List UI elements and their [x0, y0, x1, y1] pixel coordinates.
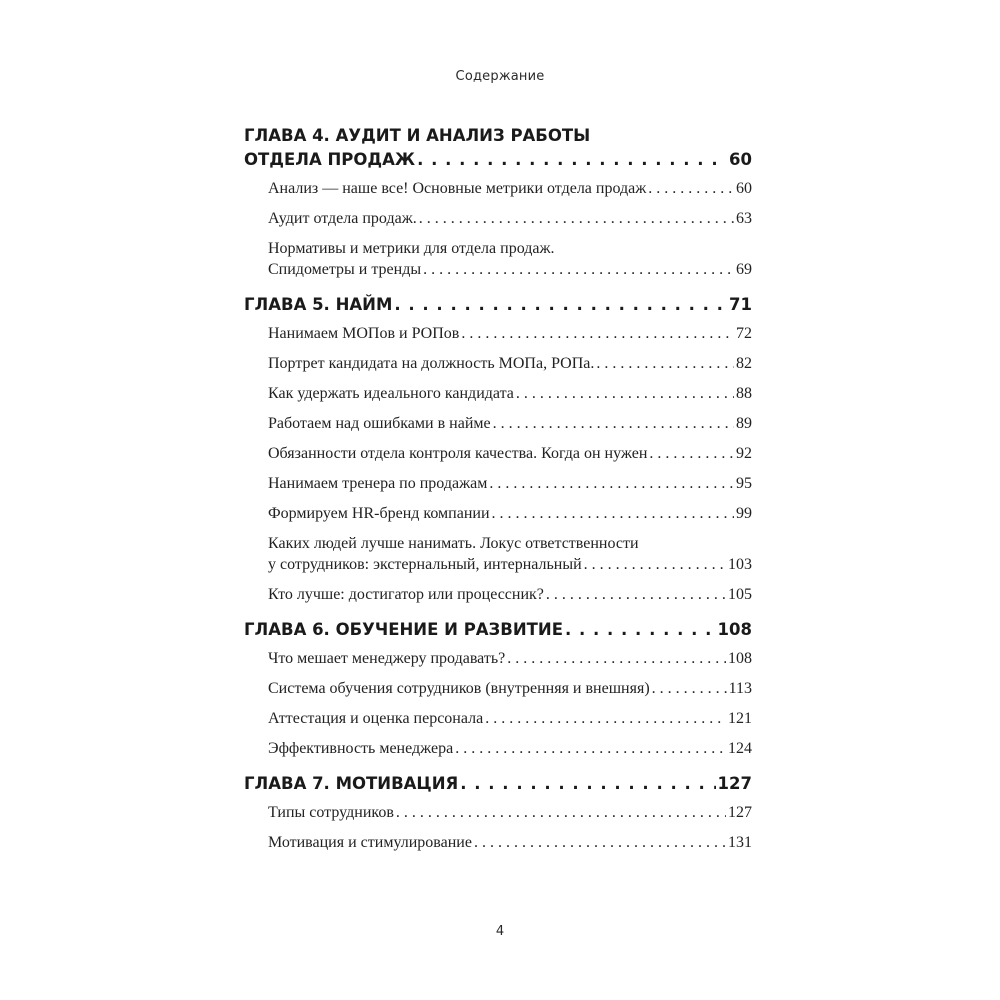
entry-page-number: 60	[736, 180, 752, 197]
entry-page-number: 63	[736, 210, 752, 227]
section-list	[268, 802, 752, 853]
entry-title: Система обучения сотрудников (внутренняя и внешняя)	[268, 680, 650, 697]
dot-leader	[485, 708, 726, 729]
dot-leader	[394, 293, 727, 317]
entry-page-number: 72	[736, 325, 752, 342]
entry-title: Аудит отдела продаж.	[268, 210, 417, 227]
chapter-title: ГЛАВА 6. ОБУЧЕНИЕ И РАЗВИТИЕ	[244, 620, 563, 639]
toc-entry	[268, 584, 752, 605]
dot-leader	[489, 473, 734, 494]
entry-title: Анализ — наше все! Основные метрики отдела продаж	[268, 180, 647, 197]
entry-title-line: Нормативы и метрики для отдела продаж.	[268, 240, 555, 257]
entry-title: Кто лучше: достигатор или процессник?	[268, 586, 544, 603]
entry-page-number: 99	[736, 505, 752, 522]
entry-page-number: 121	[728, 710, 752, 727]
entry-title: Типы сотрудников	[268, 804, 394, 821]
table-of-contents	[244, 124, 752, 866]
toc-entry	[268, 208, 752, 229]
chapter-page-number: 60	[729, 150, 752, 169]
entry-title: Нанимаем тренера по продажам	[268, 475, 488, 492]
entry-page-number: 82	[736, 355, 752, 372]
entry-title: Мотивация и стимулирование	[268, 834, 472, 851]
dot-leader	[492, 503, 734, 524]
entry-title-line: Каких людей лучше нанимать. Локус ответственности	[268, 535, 639, 552]
chapter-heading	[244, 772, 752, 796]
entry-page-number: 69	[736, 261, 752, 278]
toc-entry	[268, 238, 752, 280]
toc-entry	[268, 738, 752, 759]
chapter-6	[244, 618, 752, 759]
entry-page-number: 113	[728, 680, 752, 697]
entry-page-number: 92	[736, 445, 752, 462]
entry-title: Аттестация и оценка персонала	[268, 710, 484, 727]
chapter-heading	[244, 124, 752, 172]
entry-title: Формируем HR-бренд компании	[268, 505, 490, 522]
entry-title: Что мешает менеджеру продавать?	[268, 650, 506, 667]
dot-leader	[396, 802, 726, 823]
entry-page-number: 127	[728, 804, 752, 821]
toc-entry	[268, 678, 752, 699]
dot-leader	[649, 443, 734, 464]
toc-entry	[268, 648, 752, 669]
toc-entry	[268, 708, 752, 729]
chapter-5	[244, 293, 752, 605]
entry-page-number: 108	[728, 650, 752, 667]
running-head: Содержание	[455, 69, 545, 84]
chapter-page-number: 108	[717, 620, 752, 639]
toc-entry	[268, 832, 752, 853]
toc-entry	[268, 413, 752, 434]
dot-leader	[419, 208, 734, 229]
entry-page-number: 95	[736, 475, 752, 492]
page-number: 4	[495, 924, 505, 939]
entry-page-number: 88	[736, 385, 752, 402]
dot-leader	[648, 178, 734, 199]
dot-leader	[596, 353, 734, 374]
toc-entry	[268, 443, 752, 464]
entry-title: Обязанности отдела контроля качества. Когда он нужен	[268, 445, 648, 462]
dot-leader	[507, 648, 726, 669]
entry-title: Спидометры и тренды	[268, 261, 422, 278]
toc-entry	[268, 533, 752, 575]
dot-leader	[423, 259, 734, 280]
toc-entry	[268, 473, 752, 494]
section-list	[268, 323, 752, 605]
dot-leader	[417, 148, 727, 172]
section-list	[268, 178, 752, 280]
chapter-title: ГЛАВА 5. НАЙМ	[244, 295, 393, 314]
entry-title: у сотрудников: экстернальный, интернальный	[268, 556, 582, 573]
dot-leader	[455, 738, 726, 759]
chapter-heading	[244, 618, 752, 642]
entry-page-number: 124	[728, 740, 752, 757]
chapter-page-number: 71	[729, 295, 752, 314]
dot-leader	[493, 413, 734, 434]
chapter-4	[244, 124, 752, 280]
toc-entry	[268, 503, 752, 524]
entry-title: Как удержать идеального кандидата	[268, 385, 514, 402]
entry-page-number: 105	[728, 586, 752, 603]
dot-leader	[474, 832, 726, 853]
toc-entry	[268, 353, 752, 374]
entry-page-number: 89	[736, 415, 752, 432]
entry-title: Нанимаем МОПов и РОПов	[268, 325, 460, 342]
dot-leader	[584, 554, 726, 575]
dot-leader	[652, 678, 727, 699]
entry-page-number: 131	[728, 834, 752, 851]
chapter-title: ОТДЕЛА ПРОДАЖ	[244, 150, 416, 169]
toc-entry	[268, 802, 752, 823]
toc-entry	[268, 383, 752, 404]
chapter-heading	[244, 293, 752, 317]
dot-leader	[461, 323, 734, 344]
entry-title: Портрет кандидата на должность МОПа, РОПа.	[268, 355, 595, 372]
entry-title: Работаем над ошибками в найме	[268, 415, 491, 432]
entry-title: Эффективность менеджера	[268, 740, 454, 757]
chapter-title-line: ГЛАВА 4. АУДИТ И АНАЛИЗ РАБОТЫ	[244, 126, 591, 145]
toc-entry	[268, 323, 752, 344]
dot-leader	[546, 584, 726, 605]
section-list	[268, 648, 752, 759]
chapter-7	[244, 772, 752, 853]
dot-leader	[460, 772, 715, 796]
chapter-page-number: 127	[717, 774, 752, 793]
entry-page-number: 103	[728, 556, 752, 573]
chapter-title: ГЛАВА 7. МОТИВАЦИЯ	[244, 774, 459, 793]
dot-leader	[565, 618, 716, 642]
dot-leader	[516, 383, 734, 404]
toc-entry	[268, 178, 752, 199]
